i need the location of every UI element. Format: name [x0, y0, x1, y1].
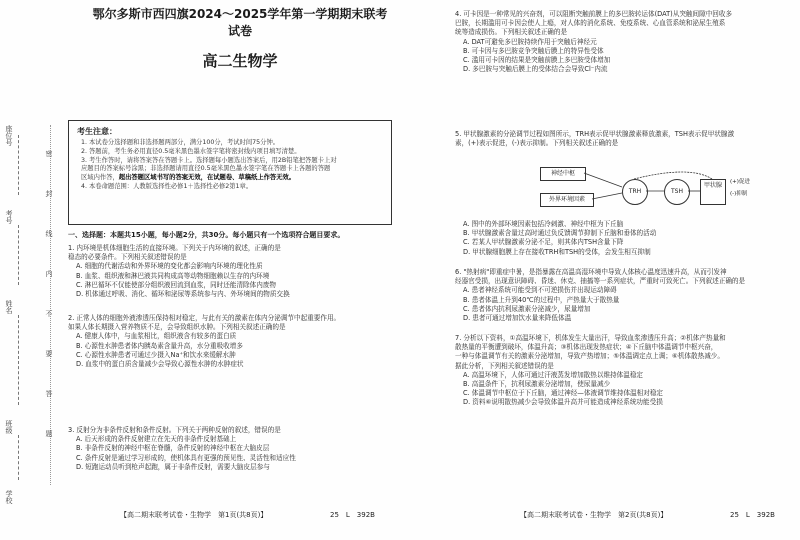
option: C. 淋巴循环不仅能使部分组织液回流到血浆，同时还能清除体内废物	[76, 280, 277, 289]
seal-word: 线	[45, 230, 53, 237]
seal-word: 题	[45, 430, 53, 437]
seal-word: 答	[45, 390, 53, 397]
option: B. 甲状腺激素含量过高时通过负反馈调节抑制下丘脑和垂体的活动	[463, 229, 657, 238]
notice-item: 应题目的答案标号涂黑；非选择题请用直径0.5毫米黑色墨水签字笔在答题卡上各题的答题	[81, 165, 331, 173]
question-2: 2. 正常人体的细胞外液渗透压保持相对稳定，与此有关的激素在体内分泌调节中起重要作用。 如果人体长期摄入营养物质不足，会导致组织水肿。下列相关叙述正确的是 A. 健康人体中，与血浆相比，组织液含有较多的蛋白质 B. 心源性水肿患者体内胰岛素含量升高，水分重吸收增多 C. 心源性水肿患者可通过少摄入Na⁺和饮水来缓解水肿 D. 血浆中的蛋白质含量减少会导致心源性水肿的水肿症状	[68, 314, 390, 369]
section-heading: 一、选择题：本题共15小题，每小题2分，共30分。每小题只有一个选项符合题目要求。	[68, 231, 345, 239]
binding-margin	[0, 0, 24, 540]
legend-inhibit: (-)抑制	[730, 191, 748, 197]
notice-heading: 考生注意：	[77, 127, 117, 136]
option: D. 资料⑥说明散热减少会导致体温升高并可能造成神经系统功能受损	[463, 398, 663, 407]
option: C. 体温调节中枢位于下丘脑，通过神经—体液调节维持体温相对稳定	[463, 389, 664, 398]
notice-item: 区域内作答，	[81, 174, 119, 182]
subject-title: 高二生物学	[202, 52, 278, 70]
option: D. 患者可通过增加饮水量来降低体温	[463, 314, 572, 323]
page-code: 25 L 392B	[330, 511, 375, 519]
seal-word: 封	[45, 190, 53, 197]
option: A. DAT可避免多巴胺持续作用于突触后神经元	[463, 37, 597, 46]
thyroid-regulation-figure	[540, 165, 760, 213]
option: A. 细胞的代谢活动和外界环境的变化都会影响内环境的理化性质	[76, 262, 263, 271]
question-3: 3. 反射分为非条件反射和条件反射。下列关于两种反射的叙述，错误的是 A. 后天形成的条件反射建立在先天的非条件反射基础上 B. 非条件反射的神经中枢在脊髓，条件反射的神经中枢在大脑皮层 C. 条件反射是通过学习形成的，使机体具有更强的预见性、灵活性和适应性 D. 短跑运动员听到枪声起跑，属于非条件反射，需要大脑皮层参与	[68, 426, 390, 472]
option: D. 机体通过呼吸、消化、循环和泌尿等系统参与内、外环境间的物质交换	[76, 290, 290, 299]
option: C. 患者体内抗利尿激素分泌减少，尿量增加	[463, 304, 591, 313]
page-code: 25 L 392B	[730, 511, 775, 519]
option: A. 后天形成的条件反射建立在先天的非条件反射基础上	[76, 435, 237, 444]
option: D. 甲状腺细胞膜上存在接收TRH和TSH的受体，会发生相互抑制	[463, 247, 651, 256]
nerve-center-box: 神经中枢	[540, 167, 586, 181]
option: D. 血浆中的蛋白质含量减少会导致心源性水肿的水肿症状	[76, 360, 244, 369]
exam-title: 鄂尔多斯市西四旗2024～2025学年第一学期期末联考试卷	[92, 7, 388, 38]
question-6: 6. "热射病"即重症中暑，是指暴露在高温高湿环境中导致人体核心温度迅速升高，从而引发神 经器官受损，出现意识障碍、昏迷、休克、抽搐等一系列症状，严重时可致死亡。下列叙述正确的是 A. 患者神经系统可能受到不可逆损伤并出现运动障碍 B. 患者体温上升到40℃的过程中，产热量大于散热量 C. 患者体内抗利尿激素分泌减少，尿量增加 D. 患者可通过增加饮水量来降低体温	[455, 268, 785, 323]
seal-word: 要	[45, 350, 53, 357]
seal-word: 内	[45, 270, 53, 277]
exam-no-label: 考号	[5, 210, 13, 224]
school-label: 学校	[5, 490, 13, 504]
notice-item: 1. 本试卷分选择题和非选择题两部分，满分100分，考试时间75分钟。	[81, 139, 280, 146]
question-1: 1. 内环境是机体细胞生活的直接环境。下列关于内环境的叙述，正确的是 稳态的必要条件。下列相关叙述错误的是 A. 细胞的代谢活动和外界环境的变化都会影响内环境的理化性质 B. 血浆、组织液和淋巴液共同构成高等动物细胞赖以生存的内环境 C. 淋巴循环不仅能使部分组织液回流到血浆，同时还能清除体内废物 D. 机体通过呼吸、消化、循环和泌尿等系统参与内、外环境间的物质交换	[68, 244, 390, 299]
option: C. 滥用可卡因的结果是突触前膜上多巴胺受体增加	[463, 56, 611, 65]
option: B. 非条件反射的神经中枢在脊髓，条件反射的神经中枢在大脑皮层	[76, 444, 270, 453]
page-footer: 【高二期末联考试卷・生物学 第1页(共8页)】	[120, 511, 268, 519]
option: D. 多巴胺与突触后膜上的受体结合会导致Cl⁻内流	[463, 65, 608, 74]
question-7: 7. 分析以下资料，①高温环境下，机体发生大量出汗，导致血浆渗透压升高；②机体产热量和 散热量的平衡遭到破坏，体温升高；③机体出现发热症状；④下丘脑中体温调节中枢兴奋， 一种与体温调节有关的激素分泌增加，导致产热增加；⑤体温调定点上调；⑥机体散热减少。 据此分析，下列相关叙述错误的是 A. 高温环境下，人体可通过汗液蒸发增加散热以维持体温稳定 B. 高温条件下，抗利尿激素分泌增加，使尿量减少 C. 体温调节中枢位于下丘脑，通过神经—体液调节维持体温相对稳定 D. 资料⑥说明散热减少会导致体温升高并可能造成神经系统功能受损	[455, 334, 785, 408]
option: A. 高温环境下，人体可通过汗液蒸发增加散热以维持体温稳定	[463, 370, 644, 379]
question-5-options	[455, 220, 785, 257]
option: D. 短跑运动员听到枪声起跑，属于非条件反射，需要大脑皮层参与	[76, 462, 270, 471]
question-5: 5. 甲状腺激素的分泌调节过程如图所示，TRH表示促甲状腺激素释放激素，TSH表示促甲状腺激 素，(+)表示促进，(-)表示抑制。下列相关叙述正确的是	[455, 130, 735, 148]
notice-item: 3. 考生作答时，请将答案答在答题卡上。选择题每小题选出答案后，用2B铅笔把答题卡上对	[81, 156, 337, 164]
legend-promote: (+)促进	[730, 179, 750, 185]
option: A. 健康人体中，与血浆相比，组织液含有较多的蛋白质	[76, 332, 237, 341]
notice-item: 2. 答题前，考生务必用直径0.5毫米黑色墨水签字笔将密封线内项目填写清楚。	[81, 147, 301, 155]
option: B. 患者体温上升到40℃的过程中，产热量大于散热量	[463, 295, 620, 304]
option: B. 心源性水肿患者体内胰岛素含量升高，水分重吸收增多	[76, 341, 243, 350]
environment-box: 外界环境因素	[540, 193, 594, 207]
name-label: 姓名	[5, 300, 13, 314]
seal-word: 密	[45, 150, 53, 157]
notice-item: 4. 本卷命题范围：人教版选择性必修1＋选择性必修2第1章。	[81, 182, 253, 190]
option: C. 心源性水肿患者可通过少摄入Na⁺和饮水来缓解水肿	[76, 350, 236, 359]
page-footer: 【高二期末联考试卷・生物学 第2页(共8页)】	[520, 511, 668, 519]
notice-emphasis: 超出答题区域书写的答案无效，在试题卷、草稿纸上作答无效。	[118, 174, 296, 182]
notice-box	[68, 120, 392, 225]
seat-label: 座位号	[5, 125, 13, 146]
option: C. 若某人甲状腺激素分泌不足，则其体内TSH含量下降	[463, 238, 624, 247]
option: B. 高温条件下，抗利尿激素分泌增加，使尿量减少	[463, 380, 611, 389]
option: C. 条件反射是通过学习形成的，使机体具有更强的预见性、灵活性和适应性	[76, 453, 296, 462]
option: B. 血浆、组织液和淋巴液共同构成高等动物细胞赖以生存的内环境	[76, 271, 270, 280]
class-label: 班级	[5, 420, 13, 434]
thyroid-gland: 甲状腺	[700, 179, 726, 205]
tsh-label: TSH	[671, 188, 683, 195]
figure-arrows	[540, 165, 760, 213]
trh-label: TRH	[628, 188, 642, 195]
question-4: 4. 可卡因是一种常见的兴奋剂，可以阻断突触前膜上的多巴胺转运体(DAT)从突触间隙中回收多 巴胺，长期滥用可卡因会使人上瘾，对人体的消化系统、免疫系统、心血管系统和泌尿生殖系 统等造成损伤。下列相关叙述正确的是 A. DAT可避免多巴胺持续作用于突触后神经元 B. 可卡因与多巴胺竞争突触后膜上的特异性受体 C. 滥用可卡因的结果是突触前膜上多巴胺受体增加 D. 多巴胺与突触后膜上的受体结合会导致Cl⁻内流	[455, 10, 785, 74]
option: A. 患者神经系统可能受到不可逆损伤并出现运动障碍	[463, 286, 617, 295]
option: B. 可卡因与多巴胺竞争突触后膜上的特异性受体	[463, 46, 604, 55]
option: A. 图中的外部环境因素包括冷刺激、神经中枢为下丘脑	[463, 220, 624, 228]
seal-word: 不	[45, 310, 53, 317]
